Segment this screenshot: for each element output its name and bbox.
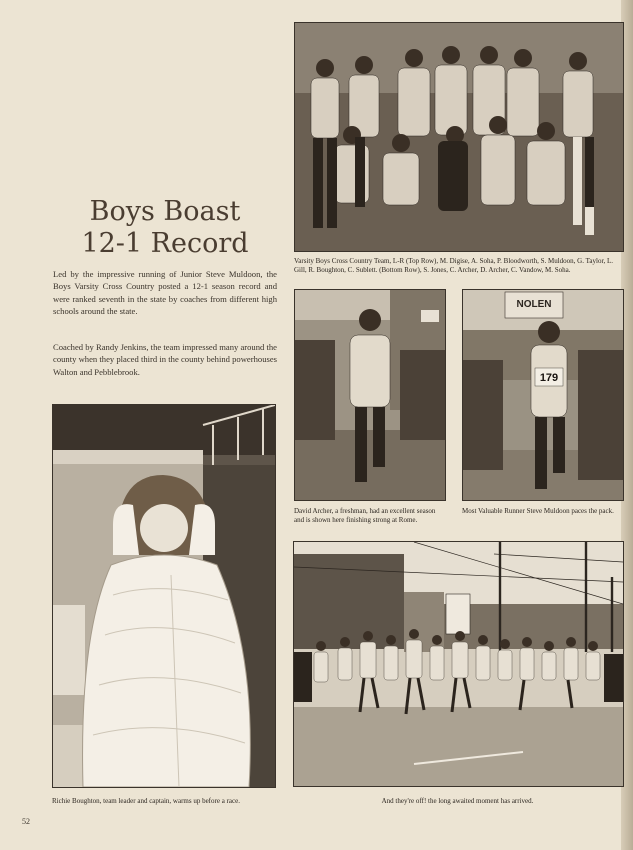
headline-line-2: 12-1 Record <box>81 228 249 259</box>
article-paragraph-2: Coached by Randy Jenkins, the team impressed many around the county when they placed third in the county behind powerhouses Walton and Pebblebrook. <box>53 342 277 377</box>
headline-line-1: Boys Boast <box>89 196 241 227</box>
race-start-photo <box>293 541 624 787</box>
team-photo-caption: Varsity Boys Cross Country Team, L-R (Top Row), M. Digise, A. Soha, P. Bloodworth, S. Muldoon, G. Taylor, L. Gill, R. Boughton, C. Sublett. (Bottom Row), S. Jones, C. Archer, D. Archer, C. Vandow, M. Soha. <box>294 257 614 275</box>
boughton-photo-caption: Richie Boughton, team leader and captain, warms up before a race. <box>52 797 240 805</box>
bib-number: 179 <box>539 372 559 384</box>
muldoon-pack-photo <box>462 289 624 501</box>
team-photo <box>294 22 624 252</box>
muldoon-photo-caption: Most Valuable Runner Steve Muldoon paces the pack. <box>462 507 614 515</box>
page-number: 52 <box>22 817 30 826</box>
archer-finish-photo <box>294 289 446 501</box>
archer-photo-caption: David Archer, a freshman, had an excellent season and is shown here finishing strong at Rome. <box>294 507 436 525</box>
nolen-sign-text: NOLEN <box>516 299 552 310</box>
article-headline <box>60 196 270 260</box>
boughton-blanket-photo <box>52 404 276 788</box>
race-start-caption: And they're off! the long awaited moment has arrived. <box>381 797 534 805</box>
article-paragraph-1: Led by the impressive running of Junior Steve Muldoon, the Boys Varsity Cross Country posted a 12-1 season record and were ranked seventh in the state by coaches from different high schools around the state. <box>53 269 277 317</box>
